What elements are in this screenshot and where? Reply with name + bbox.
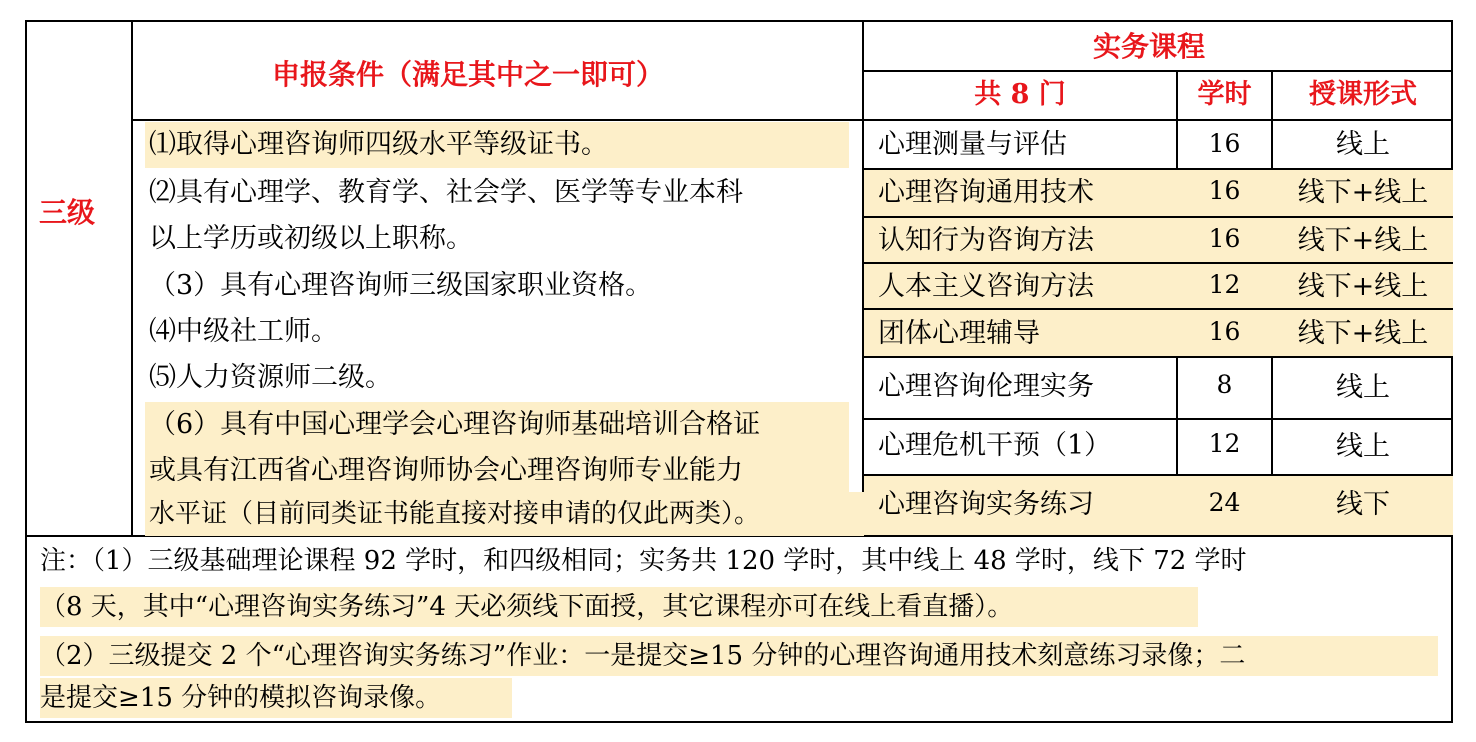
course-name: 心理咨询伦理实务 xyxy=(878,371,1094,402)
course-hours: 16 xyxy=(1208,176,1241,205)
note-line: （8 天，其中“心理咨询实务练习”4 天必须线下面授，其它课程亦可在线上看直播）。 xyxy=(40,587,1198,627)
course-row xyxy=(864,121,1453,168)
course-format: 线下+线上 xyxy=(1297,177,1429,208)
course-hours: 16 xyxy=(1208,317,1241,346)
course-hours: 12 xyxy=(1208,270,1241,299)
course-format: 线下+线上 xyxy=(1297,318,1429,349)
condition-line: （3）具有心理咨询师三级国家职业资格。 xyxy=(149,270,653,301)
course-name: 人本主义咨询方法 xyxy=(878,271,1094,302)
note-line: 是提交≥15 分钟的模拟咨询录像。 xyxy=(40,678,512,718)
note-line: （2）三级提交 2 个“心理咨询实务练习”作业：一是提交≥15 分钟的心理咨询通用技术刻意练习录像；二 xyxy=(40,636,1438,676)
course-row xyxy=(864,218,1453,262)
course-name: 心理咨询通用技术 xyxy=(878,177,1094,208)
course-row xyxy=(864,358,1453,418)
course-format: 线上 xyxy=(1336,372,1390,403)
condition-line: ⑵具有心理学、教育学、社会学、医学等专业本科 xyxy=(149,177,743,208)
condition-line: ⑷中级社工师。 xyxy=(149,316,338,347)
course-row xyxy=(864,170,1453,216)
condition-line: 水平证（目前同类证书能直接对接申请的仅此两类）。 xyxy=(145,492,864,536)
course-hours: 16 xyxy=(1208,224,1241,253)
course-format: 线上 xyxy=(1336,129,1390,160)
condition-line: ⑴取得心理咨询师四级水平等级证书。 xyxy=(145,122,849,168)
course-name: 认知行为咨询方法 xyxy=(878,225,1094,256)
condition-line: （6）具有中国心理学会心理咨询师基础培训合格证 xyxy=(145,402,849,448)
divider-level xyxy=(131,20,133,536)
condition-line: 或具有江西省心理咨询师协会心理咨询师专业能力 xyxy=(145,448,849,494)
course-name: 团体心理辅导 xyxy=(878,318,1040,349)
conditions-header: 申报条件（满足其中之一即可） xyxy=(272,58,665,91)
course-format: 线下 xyxy=(1336,489,1390,520)
course-hours: 12 xyxy=(1208,429,1241,458)
column-header-format: 授课形式 xyxy=(1309,79,1417,110)
course-name: 心理危机干预（1） xyxy=(878,430,1112,461)
course-format: 线下+线上 xyxy=(1297,225,1429,256)
course-format: 线下+线上 xyxy=(1297,271,1429,302)
condition-line: ⑸人力资源师二级。 xyxy=(149,362,392,393)
course-row xyxy=(864,264,1453,308)
level-label: 三级 xyxy=(39,196,96,229)
course-row xyxy=(864,310,1453,356)
course-hours: 8 xyxy=(1216,370,1233,399)
note-line: 注：（1）三级基础理论课程 92 学时，和四级相同；实务共 120 学时，其中线上 48 学时，线下 72 学时 xyxy=(40,546,1247,576)
column-header-hours: 学时 xyxy=(1197,79,1252,110)
condition-line: 以上学历或初级以上职称。 xyxy=(149,223,473,254)
course-hours: 16 xyxy=(1208,129,1241,158)
divider-header-left xyxy=(131,119,864,121)
course-row xyxy=(864,420,1453,474)
course-name: 心理咨询实务练习 xyxy=(878,489,1094,520)
course-hours: 24 xyxy=(1208,488,1241,517)
practice-header: 实务课程 xyxy=(1093,30,1206,63)
column-header-courses: 共 8 门 xyxy=(974,79,1066,110)
course-name: 心理测量与评估 xyxy=(878,129,1067,160)
course-format: 线上 xyxy=(1336,431,1390,462)
course-row xyxy=(864,476,1453,535)
